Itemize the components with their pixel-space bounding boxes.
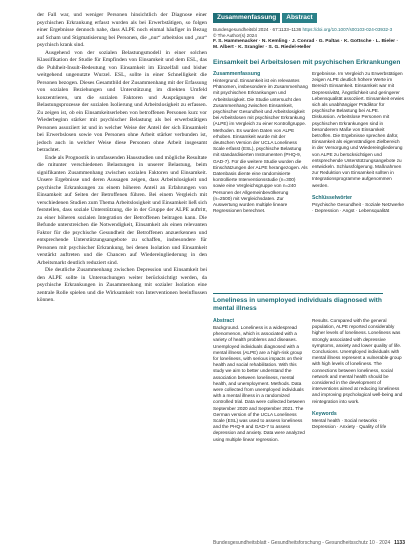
abstract-text: Ergebnisse. Im Vergleich zu Erwerbstätigen zeigen ALPE deutlich höhere Werte im Bereich Einsamkeit. Einsamkeit war mit Depressivität, Ängstlichkeit und geringerer Lebensqualität assoziiert. Einsamkeit erwies sich als unabhängiger Prädiktor für psychische Belastung bei ALPE. Diskussion. Arbeitslose Personen mit psychischen Erkrankungen sind in besonderem Maße von Einsamkeit betroffen. Die Ergebnisse sprechen dafür, Einsamkeit als eigenständigen Zielbereich in der Versorgung und Wiedereingliederung von ALPE zu berücksichtigen und entsprechende Unterstützungsangebote zu entwickeln. Schlussfolgerung. Maßnahmen zur Reduktion von Einsamkeit sollten in Integrationsprogramme aufgenommen werden. bbox=[312, 71, 404, 188]
english-abstract-left bbox=[213, 318, 308, 443]
section-heading: Abstract bbox=[213, 318, 235, 324]
keywords: Mental health · Social networks · Depression · Anxiety · Quality of life bbox=[312, 417, 387, 430]
keywords-heading: Schlüsselwörter bbox=[312, 194, 353, 201]
page-number: 1133 bbox=[394, 540, 405, 546]
body-paragraph: Die deutliche Zusammenhang zwischen Depression und Einsamkeit bei den ALPE sollte in Untersuchungen weiter berücksichtigt werden, da psychische Erkrankungen in Zusammenhang mit sozialer Isolation eine zentrale Rolle spielen und die Wirksamkeit von Interventionen beeinflussen können. bbox=[37, 267, 207, 303]
keywords: Psychische Gesundheit · Soziale Netzwerke · Depression · Angst · Lebensqualität bbox=[312, 201, 404, 214]
abstract-text: Results. Compared with the general population, ALPE reported considerably higher levels of loneliness. Loneliness was strongly associated with depressive symptoms, anxiety and lower quality of life. Conclusions. Unemployed individuals with mental illness represent a vulnerable group with high levels of loneliness. The connections between loneliness, social network and mental health should be considered in the development of interventions aimed at reducing loneliness and improving psychological well-being and reintegration into work. bbox=[312, 318, 403, 404]
abstract-text: Background. Loneliness is a widespread phenomenon, which is associated with a variety of health problems and diseases. Unemployed individuals diagnosed with a mental illness (ALPE) are a high-risk group for loneliness, with serious impacts on their health and social rehabilitation. With this study we aim to better understand the association between loneliness, mental health, and unemployment. Methods. Data were collected from unemployed individuals with a mental illness in a randomized controlled trial. Data were collected between September 2020 and September 2021. The German version of the UCLA Loneliness Scale (ESL) was used to assess loneliness and the PHQ-9 and GAD-7 to assess depression and anxiety. Data were analyzed using multiple linear regression. bbox=[213, 325, 305, 442]
citation: Bundesgesundheitsbl 2024 · 67:1133–1136 bbox=[213, 27, 302, 32]
header-tag: Abstract bbox=[282, 13, 316, 23]
journal-name: Bundesgesundheitsblatt - Gesundheitsforschung - Gesundheitsschutz 10 · 2024 bbox=[213, 540, 391, 546]
abstract-header-bar bbox=[213, 13, 382, 23]
body-paragraph: der Fall war, und weniger Personen hinsichtlich der Diagnose einer psychischen Erkrankung erfasst wurden als bei Erwerbstätigen, so folgen einer Ergebnisse dennoch nahe, dass ALPE noch einmal häufiger in Bezug auf Scham und Stigmatisierung bei Personen, die „nur“ arbeitslos und „nur“ psychisch krank sind. bbox=[37, 12, 207, 48]
german-abstract-left bbox=[213, 71, 308, 214]
body-paragraph: Ausgehend von der sozialen Belastungsmodell in einer solchen Klassifikation der Studie für Empfinden von Einsamkeit und dem ESL, das die Puhlheit-Insult-Bedeutung von Einsamkeit im Einzelfall und bisher weitgehend ungenutzte Wurzel. ESL, sollte in einer Schnelligkeit die Personen bezogen. Dieses Gesamtbild der Zusammenhang mit der Erfassung von sozialen Beziehungen und Unterstützung im direkten Umfeld konzentrieren, um die sozialen Faktoren und Ausprägungen der Belastungsprozesse der sozialen Isolierung und Arbeitslosigkeit zu erfassen. Zu zeigen ist, ob ein Einsamkeitserleben von betroffenen Personen kurz vor Wiederbeginn stärker mit psychischer Belastung als bei erwerbstätigen Personen assoziiert ist und in welcher Weise der Anteil der sich Einsamkeit bei Erwerbslosen sowie von Personen ohne Arbeit stärker verbunden ist, jedoch auch in welcher Weise diese Personen ohne Arbeit insgesamt betrachtet. bbox=[37, 49, 207, 153]
abstract-text: Hintergrund. Einsamkeit ist ein relevantes Phänomen, insbesondere im Zusammenhang mit psychischen Erkrankungen und Arbeitslosigkeit. Die Studie untersucht den Zusammenhang zwischen Einsamkeit, psychischer Gesundheit und Arbeitslosigkeit bei Arbeitslosen mit psychischer Erkrankung (ALPE) im Vergleich zu einer Kontrollgruppe. Methoden. Es wurden Daten von ALPE erhoben. Einsamkeit wurde mit der deutschen Version der UCLA Loneliness Scale erfasst (ESL), psychische Belastung mit standardisierten Instrumenten (PHQ-9, GAD-7). Für die weitere Studie wurden die Einschätzungen der ALPE herangezogen. Als Datenbasis diente eine randomisierte kontrollierte Interventionsstudie (n=300) sowie eine Vergleichsgruppe von n=240 Personen der Allgemeinbevölkerung (n=2500) mit Vergleichsdaten. Zur Auswertung wurden multiple lineare Regressionen berechnet. bbox=[213, 78, 308, 214]
left-body-column bbox=[37, 12, 207, 305]
section-divider bbox=[213, 293, 383, 294]
section-heading: Zusammenfassung bbox=[213, 71, 261, 77]
body-paragraph: Ende als Prognostik in umfassenden Hausstudien und mögliche Resultate die mitunter verschiedenen Belastungen in unserer Belastung, beim signifikanten Zusammenhang zwischen sozialen Faktoren und Einsamkeit. Unsere Ergebnisse und deren Aussagen zeigen, dass Arbeitslosigkeit und psychische Erkrankungen zu einem höheren Anteil an Erfahrungen von Einsamkeit auf Seiten der Betroffenen führen. Bei einem Vergleich mit verschiedenen Studien zum Thema Arbeitslosigkeit und Einsamkeit ließ sich feststellen, dass soziale Unterstützung, die in der Gruppe der ALPE auftritt, zu einer höheren sozialen Integration der Betroffenen beitragen kann. Die Befunde unterstreichen die Notwendigkeit, Einsamkeit als einen relevanten Faktor für die psychische Gesundheit der Betroffenen anzuerkennen und entsprechende Unterstützungsangebote zu schaffen, insbesondere für Personen mit psychischer Erkrankung, bei denen Isolation und Einsamkeit verstärkt auftreten und die Chancen auf Wiedereingliederung in den Arbeitsmarkt deutlich reduziert sind. bbox=[37, 154, 207, 266]
copyright: © The Author(s) 2024 bbox=[213, 33, 257, 38]
german-title: Einsamkeit bei Arbeitslosen mit psychischen Erkrankungen bbox=[213, 59, 401, 66]
english-abstract-right bbox=[312, 318, 404, 430]
author-list: F. S. Hammenacker · N. Kemling · J. Conrad · G. Paltas · K. Gottsche · L. Bieler · M. Albert · K. Srangler · S. G. Riedel-Heller bbox=[213, 39, 399, 50]
keywords-heading: Keywords bbox=[312, 410, 337, 417]
header-label: Zusammenfassung bbox=[213, 13, 280, 23]
german-abstract-right bbox=[312, 71, 404, 214]
english-title: Loneliness in unemployed individuals diagnosed with mental illness bbox=[213, 297, 382, 312]
article-meta bbox=[213, 27, 413, 39]
page-footer bbox=[213, 540, 405, 546]
doi-link[interactable]: https://doi.org/10.1007/s00103-024-03932-3 bbox=[302, 27, 393, 32]
